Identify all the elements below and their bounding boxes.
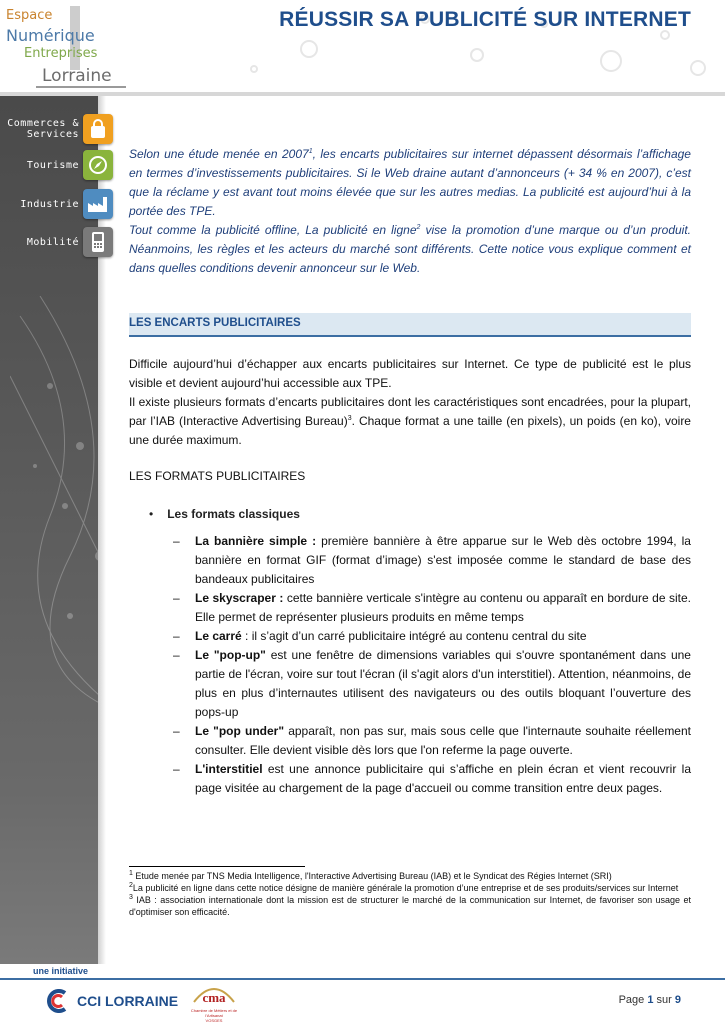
footer-initiative-label: une initiative	[33, 966, 89, 976]
bullet-formats-classiques: • Les formats classiques	[149, 507, 300, 521]
section-paragraph-2: Il existe plusieurs formats d’encarts publicitaires dont les caractéristiques sont encadrées, pour la plupart, par l’IAB (Interactive Advertising Bureau)$^3$. Chaque format a une taille (en pixels), un poids (en ko), voire une durée maximum.	[129, 395, 691, 447]
footnote-divider	[129, 866, 305, 867]
footer-divider	[0, 978, 725, 980]
sidebar-item-mobilite[interactable]	[0, 227, 115, 259]
cma-logo	[190, 982, 238, 1023]
intro-block	[129, 145, 691, 278]
sidebar-item-label: Industrie	[20, 199, 79, 210]
header-divider	[0, 92, 725, 96]
list-item: – Le carré : il s’agit d’un carré publicitaire intégré au contenu central du site	[173, 629, 587, 643]
svg-text:cma: cma	[202, 990, 226, 1005]
page-title: RÉUSSIR SA PUBLICITÉ SUR INTERNET	[279, 8, 691, 31]
cci-logo-text: CCI LORRAINE	[77, 993, 179, 1009]
list-item: – La bannière simple : première bannière à être apparue sur le Web dès octobre 1994, la bannière en format GIF (format d’image) s'est imposée comme le standard de base des bandeaux publicitaires	[173, 534, 691, 586]
cci-lorraine-logo	[45, 986, 178, 1016]
section-paragraph-1: Difficile aujourd’hui d’échapper aux encarts publicitaires sur Internet. Ce type de publicité est le plus visible et devient aujourd’hui accessible aux TPE.	[129, 357, 691, 390]
mobile-phone-icon	[83, 227, 113, 257]
format-list	[173, 532, 691, 798]
list-item: – L'interstitiel est une annonce publicitaire qui s’affiche en plein écran et vient recouvrir la page visitée au chargement de la page d'accueil ou comme transition entre deux pages.	[173, 762, 691, 795]
sidebar-item-label-2: Services	[26, 129, 79, 140]
intro-paragraph-2: Tout comme la publicité offline, La publicité en ligne$^2$ vise la promotion d’une marque ou d’un produit. Néanmoins, les règles et les acteurs du marché sont différents. Cette notice vous explique comment et dans quelles conditions devenir annonceur sur le Web.	[129, 223, 691, 275]
logo-line-1: Espace	[6, 8, 53, 23]
footnotes	[129, 870, 691, 918]
footnote-1: $^1$ Etude menée par TNS Media Intelligence, l'Interactive Advertising Bureau (IAB) et le Syndicat des Régies Internet (SRI)	[129, 870, 612, 881]
cci-logo-icon	[45, 988, 71, 1014]
espace-numerique-logo	[6, 6, 126, 86]
factory-icon	[83, 189, 113, 219]
list-item: – Le "pop under" apparaît, non pas sur, mais sous celle que l'internaute souhaite réellement consulter. Elle devient visible dès lors que l'on referme la page ouverte.	[173, 724, 691, 757]
list-item: – Le "pop-up" est une fenêtre de dimensions variables qui s'ouvre spontanément dans une partie de l'écran, voire sur tout l'écran (il s'agit alors d'un interstitiel). Attention, néanmoins, de plus en plus d’internautes utilisent des navigateurs ou des outils bloquant l’ouverture des pops-up	[173, 648, 691, 719]
sidebar-item-label: Mobilité	[26, 237, 79, 248]
list-item: – Le skyscraper : cette bannière verticale s'intègre au contenu ou apparaît en bordure de site. Elle permet de représenter plusieurs produits en même temps	[173, 591, 692, 624]
sidebar-item-label: Tourisme	[26, 160, 79, 171]
page-header	[0, 0, 725, 92]
footnote-2: $^2$La publicité en ligne dans cette notice désigne de manière générale la promotion d’une entreprise et de ses produits/services sur Internet	[129, 882, 679, 893]
cma-logo-mark	[190, 982, 238, 1008]
shopping-bag-icon	[83, 114, 113, 144]
compass-icon	[83, 150, 113, 180]
sidebar-item-label: Commerces &	[7, 118, 79, 129]
cma-region: VOSGES	[205, 1018, 223, 1023]
logo-line-3: Entreprises	[24, 46, 98, 61]
section-heading: LES ENCARTS PUBLICITAIRES	[129, 317, 301, 329]
footnote-3: $^3$ IAB : association internationale dont la mission est de structurer le marché de la communication sur Internet, de favoriser son usage et d'optimiser son efficacité.	[129, 894, 691, 917]
logo-line-2: Numérique	[6, 26, 95, 45]
sidebar-item-tourisme[interactable]	[0, 150, 115, 182]
section-heading-bar	[129, 313, 691, 337]
formats-subheading: LES FORMATS PUBLICITAIRES	[129, 469, 306, 483]
cma-name: Chambre de Métiers et de l'Artisanat	[190, 1008, 238, 1018]
sidebar-item-industrie[interactable]	[0, 189, 115, 221]
intro-paragraph-1: Selon une étude menée en 2007$^1$, les encarts publicitaires sur internet dépassent désormais l’affichage en termes d’investissements publicitaires. Si le Web draine autant d’annonceurs (+ 34 % en 2007), c’est que la réclame y est avant tout moins élevée que sur les autres medias. La publicité est aujourd’hui à la portée des TPE.	[129, 147, 691, 218]
page-number: Page 1 sur 9	[618, 994, 681, 1006]
logo-line-4: Lorraine	[42, 66, 112, 86]
sidebar-item-commerces-services[interactable]	[0, 114, 115, 146]
